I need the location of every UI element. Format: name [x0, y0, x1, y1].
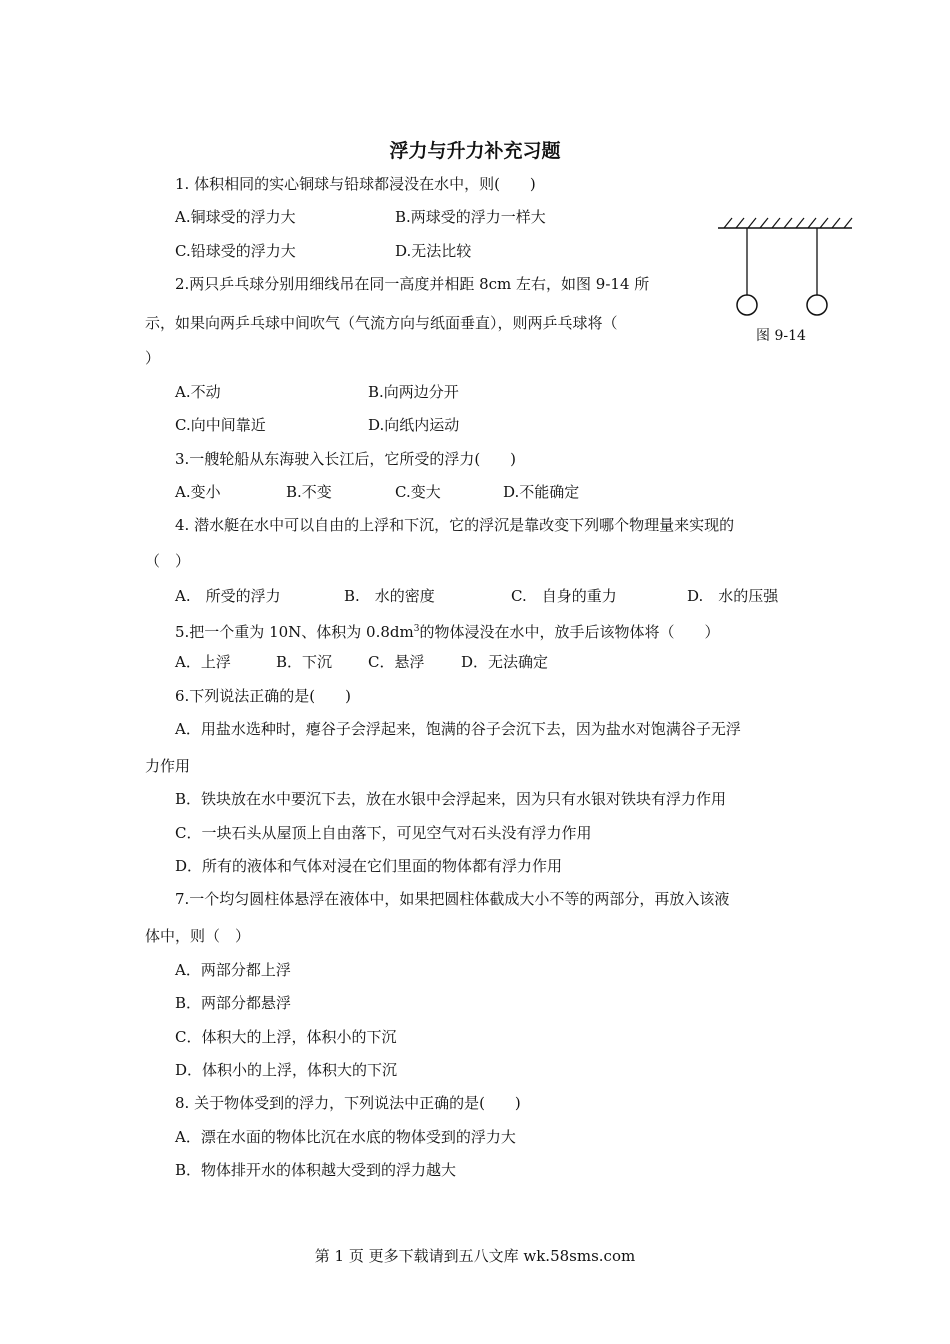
question-8-stem: 8. 关于物体受到的浮力，下列说法中正确的是( ): [175, 1094, 521, 1112]
question-5-option-d: D．无法确定: [461, 653, 549, 671]
question-4-option-c: C. 自身的重力: [511, 587, 617, 605]
question-2-stem-line-1: 2.两只乒乓球分别用细线吊在同一高度并相距 8cm 左右，如图 9-14 所: [175, 275, 650, 293]
question-5-stem-text-end: 的物体浸没在水中，放手后该物体将（ ）: [419, 623, 720, 641]
question-6-stem: 6.下列说法正确的是( ): [175, 687, 352, 705]
question-6-option-d: D．所有的液体和气体对浸在它们里面的物体都有浮力作用: [175, 857, 563, 875]
question-1-option-c: C.铅球受的浮力大: [175, 242, 296, 260]
question-4-option-b: B. 水的密度: [344, 587, 435, 605]
question-3-option-c: C.变大: [395, 483, 441, 501]
question-6-option-a-continued: 力作用: [145, 757, 191, 775]
question-4-stem-line-2: （ ）: [145, 552, 191, 570]
question-2-option-c: C.向中间靠近: [175, 416, 266, 434]
question-1-option-b: B.两球受的浮力一样大: [395, 208, 546, 226]
question-4-option-d: D. 水的压强: [687, 587, 779, 605]
question-5-stem-text: 5.把一个重为 10N、体积为 0.8dm: [175, 623, 414, 641]
question-4-stem-line-1: 4. 潜水艇在水中可以自由的上浮和下沉，它的浮沉是靠改变下列哪个物理量来实现的: [175, 516, 735, 534]
question-3-option-d: D.不能确定: [503, 483, 580, 501]
question-2-option-a: A.不动: [175, 383, 221, 401]
question-7-option-a: A．两部分都上浮: [175, 961, 291, 979]
question-3-option-a: A.变小: [175, 483, 221, 501]
question-4-option-a: A. 所受的浮力: [175, 587, 281, 605]
question-5-option-c: C．悬浮: [368, 653, 425, 671]
question-6-option-a: A．用盐水选种时，瘪谷子会浮起来，饱满的谷子会沉下去，因为盐水对饱满谷子无浮: [175, 720, 741, 738]
question-7-option-d: D．体积小的上浮，体积大的下沉: [175, 1061, 398, 1079]
question-2-stem-line-2: 示，如果向两乒乓球中间吹气（气流方向与纸面垂直），则两乒乓球将（: [145, 314, 618, 332]
question-3-stem: 3.一艘轮船从东海驶入长江后，它所受的浮力( ): [175, 450, 517, 468]
question-8-option-a: A．漂在水面的物体比沉在水底的物体受到的浮力大: [175, 1128, 516, 1146]
question-7-stem-line-1: 7.一个均匀圆柱体悬浮在液体中，如果把圆柱体截成大小不等的两部分，再放入该液: [175, 890, 730, 908]
question-5-option-b: B．下沉: [276, 653, 333, 671]
page-footer: 第 1 页 更多下载请到五八文库 wk.58sms.com: [314, 1247, 636, 1265]
question-2-option-b: B.向两边分开: [368, 383, 459, 401]
question-1-option-a: A.铜球受的浮力大: [175, 208, 296, 226]
question-2-stem-line-3: ）: [145, 349, 161, 367]
question-6-option-b: B．铁块放在水中要沉下去，放在水银中会浮起来，因为只有水银对铁块有浮力作用: [175, 790, 727, 808]
question-5-stem: [175, 619, 720, 642]
question-2-option-d: D.向纸内运动: [368, 416, 460, 434]
question-7-option-b: B．两部分都悬浮: [175, 994, 292, 1012]
question-7-option-c: C．体积大的上浮，体积小的下沉: [175, 1028, 397, 1046]
page-title: 浮力与升力补充习题: [389, 140, 561, 162]
question-5-stem-superscript: 3: [413, 624, 420, 634]
question-6-option-c: C．一块石头从屋顶上自由落下，可见空气对石头没有浮力作用: [175, 824, 592, 842]
question-7-stem-line-2: 体中，则（ ）: [145, 927, 251, 945]
question-3-option-b: B.不变: [286, 483, 332, 501]
question-8-option-b: B．物体排开水的体积越大受到的浮力越大: [175, 1161, 457, 1179]
question-5-option-a: A．上浮: [175, 653, 231, 671]
question-1-option-d: D.无法比较: [395, 242, 472, 260]
figure-caption: 图 9-14: [756, 328, 806, 344]
two-pendulum-balls-icon: [718, 218, 852, 315]
question-1-stem: 1. 体积相同的实心铜球与铅球都浸没在水中，则( ): [175, 175, 536, 193]
